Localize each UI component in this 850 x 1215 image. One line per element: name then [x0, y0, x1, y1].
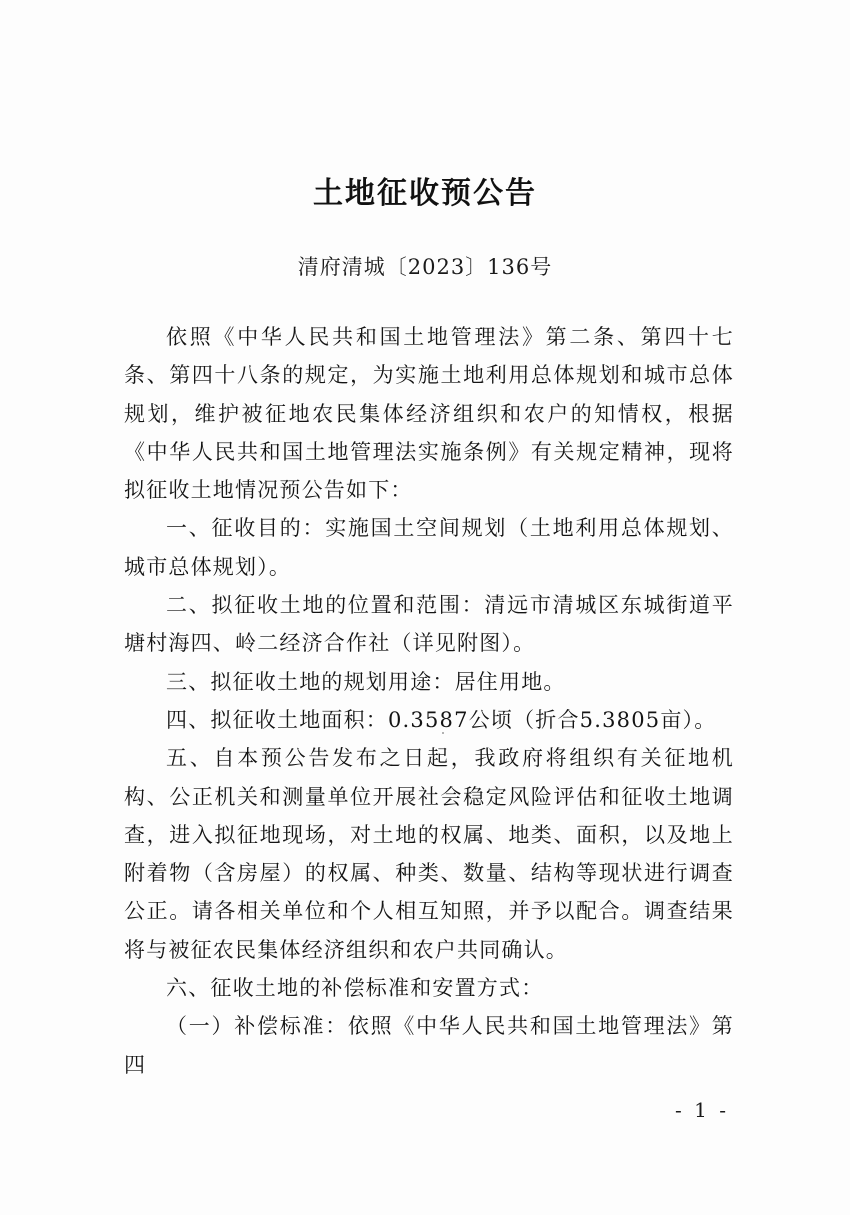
paragraph-compensation-heading: 六、征收土地的补偿标准和安置方式：: [166, 976, 544, 1001]
document-number: 清府清城〔2023〕136号: [297, 255, 553, 279]
page-number: - 1 -: [675, 1098, 729, 1122]
paragraph-preamble: 依照《中华人民共和国土地管理法》第二条、第四十七条、第四十八条的规定，为实施土地利用总体规划和城市总体规划，维护被征地农民集体经济组织和农户的知情权，根据《中华人民共和国土地管理法实施条例》有关规定精神，现将拟征收土地情况预公告如下：: [124, 325, 734, 503]
paragraph-compensation-standard: （一）补偿标准：依照《中华人民共和国土地管理法》第四: [124, 1014, 734, 1077]
paragraph-land-use: 三、拟征收土地的规划用途：居住用地。: [166, 669, 566, 694]
paragraph-area: 四、拟征收土地面积：0.3587公顷（折合5.3805亩）。: [166, 707, 717, 732]
paragraph-location: 二、拟征收土地的位置和范围：清远市清城区东城街道平塘村海四、岭二经济合作社（详见附图）。: [124, 593, 734, 656]
document-body: [124, 318, 734, 1084]
paragraph-survey: 五、自本预公告发布之日起，我政府将组织有关征地机构、公正机关和测量单位开展社会稳定风险评估和征收土地调查，进入拟征地现场，对土地的权属、地类、面积，以及地上附着物（含房屋）的权属、种类、数量、结构等现状进行调查公正。请各相关单位和个人相互知照，并予以配合。调查结果将与被征农民集体经济组织和农户共同确认。: [124, 746, 734, 962]
scan-speck: [442, 732, 444, 734]
paragraph-purpose: 一、征收目的：实施国土空间规划（土地利用总体规划、城市总体规划）。: [124, 516, 734, 579]
document-title: 土地征收预公告: [313, 176, 537, 211]
